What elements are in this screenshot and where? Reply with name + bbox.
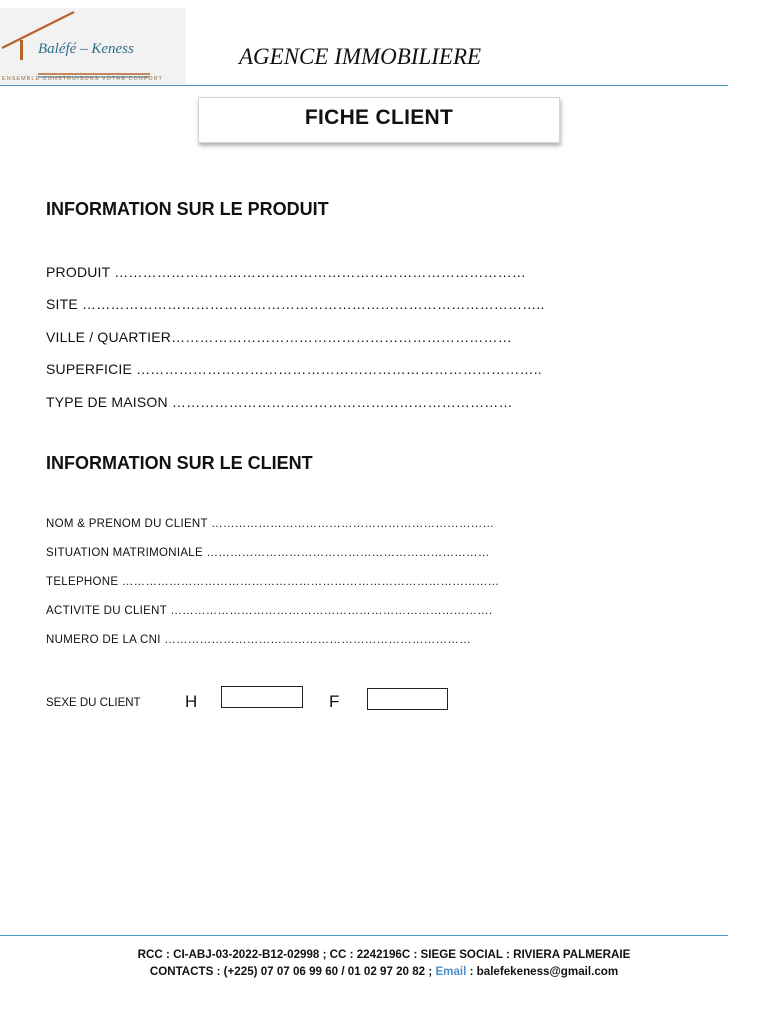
field-telephone[interactable]: TELEPHONE …………………………………………………………………………………… — [46, 576, 500, 588]
footer-divider — [0, 935, 728, 936]
sex-option-f-label: F — [329, 692, 340, 711]
logo-tagline: ENSEMBLE CONSTRUISONS VOTRE CONFORT — [2, 76, 163, 82]
agency-title: AGENCE IMMOBILIERE — [239, 44, 482, 69]
sex-label: SEXE DU CLIENT — [46, 697, 141, 709]
header-divider — [0, 85, 728, 86]
sex-f-checkbox[interactable] — [367, 688, 448, 710]
logo-name: Baléfé – Keness — [38, 41, 134, 57]
footer-contacts — [0, 965, 768, 978]
sex-h-checkbox[interactable] — [221, 686, 303, 708]
footer-email-label: Email — [435, 965, 467, 978]
field-site[interactable]: SITE …………………………………………………………………………………….. — [46, 296, 545, 312]
field-ville-quartier[interactable]: VILLE / QUARTIER……………………………………………………………… — [46, 329, 512, 345]
field-produit[interactable]: PRODUIT …………………………………………………………………………… — [46, 264, 527, 280]
field-activite[interactable]: ACTIVITE DU CLIENT ………………………………………………………………………. — [46, 605, 493, 617]
form-title-box — [198, 97, 560, 143]
product-section-heading: INFORMATION SUR LE PRODUIT — [46, 199, 329, 219]
client-section-heading: INFORMATION SUR LE CLIENT — [46, 453, 313, 473]
sex-option-h-label: H — [185, 692, 198, 711]
footer-registration: RCC : CI-ABJ-03-2022-B12-02998 ; CC : 2242196C : SIEGE SOCIAL : RIVIERA PALMERAIE — [137, 948, 631, 961]
footer-email-link[interactable]: : balefekeness@gmail.com — [466, 965, 619, 978]
field-type-de-maison[interactable]: TYPE DE MAISON ……………………………………………………………… — [46, 394, 513, 410]
field-situation-matrimoniale[interactable]: SITUATION MATRIMONIALE ……………………………………………………………… — [46, 547, 490, 559]
field-numero-cni[interactable]: NUMERO DE LA CNI …………………………………………………………………… — [46, 634, 472, 646]
form-title: FICHE CLIENT — [304, 106, 454, 129]
footer-phone: CONTACTS : (+225) 07 07 06 99 60 / 01 02 97 20 82 ; — [149, 965, 436, 978]
field-nom-prenom[interactable]: NOM & PRENOM DU CLIENT ……………………………………………………………… — [46, 518, 495, 530]
field-superficie[interactable]: SUPERFICIE ………………………………………………………………………….. — [46, 361, 542, 377]
